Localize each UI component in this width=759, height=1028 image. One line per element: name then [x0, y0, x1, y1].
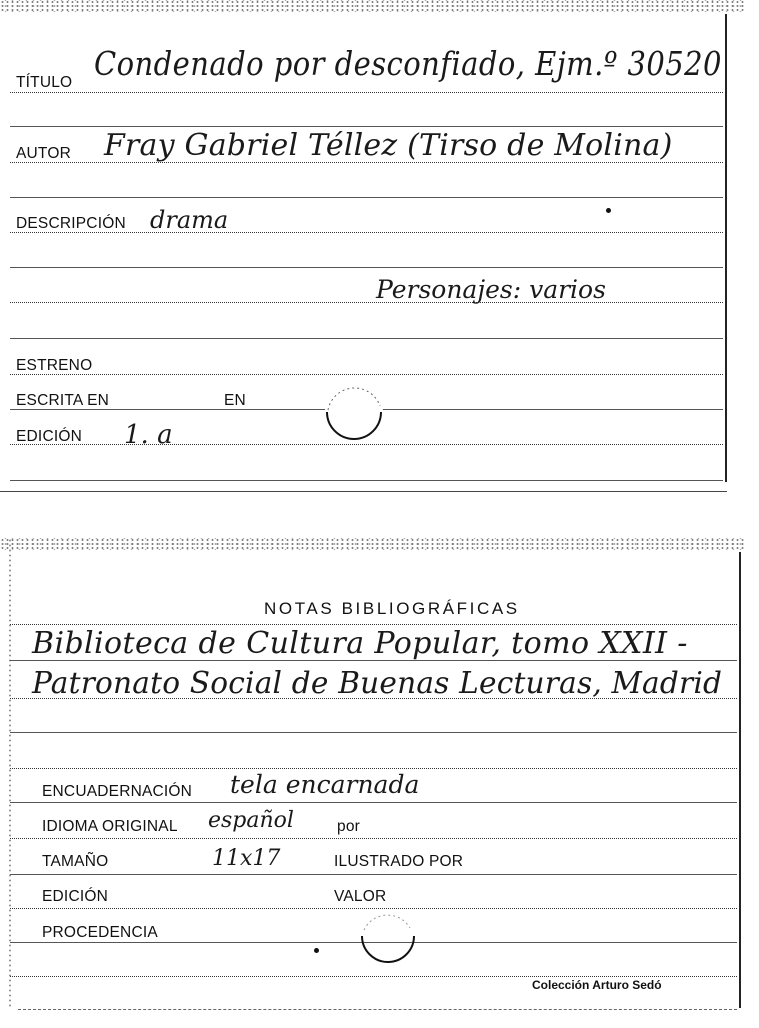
card-top-edge-speckle: [0, 538, 745, 550]
card-right-edge: [739, 552, 741, 1008]
card-top-edge-speckle: [0, 0, 745, 12]
rule-line: [10, 374, 723, 375]
notas-heading: NOTAS BIBLIOGRÁFICAS: [264, 599, 520, 618]
ink-dot: [314, 948, 319, 953]
rule-line: [10, 838, 737, 839]
label-procedencia: PROCEDENCIA: [42, 924, 158, 941]
rule-line: [10, 624, 737, 625]
label-valor: VALOR: [334, 888, 387, 905]
card-bottom-edge: [18, 1008, 737, 1010]
rule-line: [10, 874, 737, 875]
rule-line: [10, 267, 723, 268]
rule-line: [10, 92, 723, 93]
label-autor: AUTOR: [16, 145, 71, 162]
handwritten-titulo: Condenado por desconfiado, Ejm.º 30520: [94, 44, 722, 83]
rule-line: [10, 302, 723, 303]
label-edicion: EDICIÓN: [16, 428, 82, 445]
label-idioma-original: IDIOMA ORIGINAL: [42, 818, 178, 835]
catalog-card-bottom: [0, 538, 745, 1018]
handwritten-edicion: 1. a: [124, 420, 173, 450]
handwritten-notas-line1: Biblioteca de Cultura Popular, tomo XXII -: [32, 626, 688, 661]
handwritten-descripcion: drama: [150, 206, 229, 234]
rule-line: [10, 732, 737, 733]
rule-line: [10, 197, 723, 198]
collection-footer: Colección Arturo Sedó: [532, 978, 662, 992]
label-titulo: TÍTULO: [16, 74, 73, 91]
label-en: EN: [224, 392, 246, 409]
label-escrita-en: ESCRITA EN: [16, 392, 110, 409]
label-estreno: ESTRENO: [16, 357, 93, 374]
card-bottom-edge: [0, 491, 727, 492]
label-edicion: EDICIÓN: [42, 888, 108, 905]
label-tamano: TAMAÑO: [42, 853, 109, 870]
punch-hole-icon: [352, 906, 422, 976]
label-por: por: [337, 818, 361, 835]
handwritten-tamano: 11x17: [212, 846, 281, 871]
ink-dot: [606, 208, 611, 213]
rule-line: [10, 768, 737, 769]
rule-line: [10, 480, 723, 481]
label-ilustrado-por: ILUSTRADO POR: [334, 853, 464, 870]
label-encuadernacion: ENCUADERNACIÓN: [42, 783, 193, 800]
rule-line: [10, 976, 737, 977]
rule-line: [10, 338, 723, 339]
handwritten-idioma-original: español: [208, 808, 294, 833]
catalog-card-top: [0, 0, 745, 492]
punch-hole-icon: [322, 380, 386, 444]
card-right-edge: [725, 14, 727, 482]
card-left-edge-speckle: [8, 538, 12, 1008]
handwritten-encuadernacion: tela encarnada: [230, 770, 420, 799]
rule-line: [10, 802, 737, 803]
label-descripcion: DESCRIPCIÓN: [16, 215, 126, 232]
rule-line: [10, 126, 723, 127]
rule-line: [10, 444, 723, 445]
handwritten-notas-line2: Patronato Social de Buenas Lecturas, Madrid: [32, 666, 723, 701]
handwritten-autor: Fray Gabriel Téllez (Tirso de Molina): [104, 128, 673, 163]
handwritten-personajes: Personajes: varios: [376, 275, 606, 304]
